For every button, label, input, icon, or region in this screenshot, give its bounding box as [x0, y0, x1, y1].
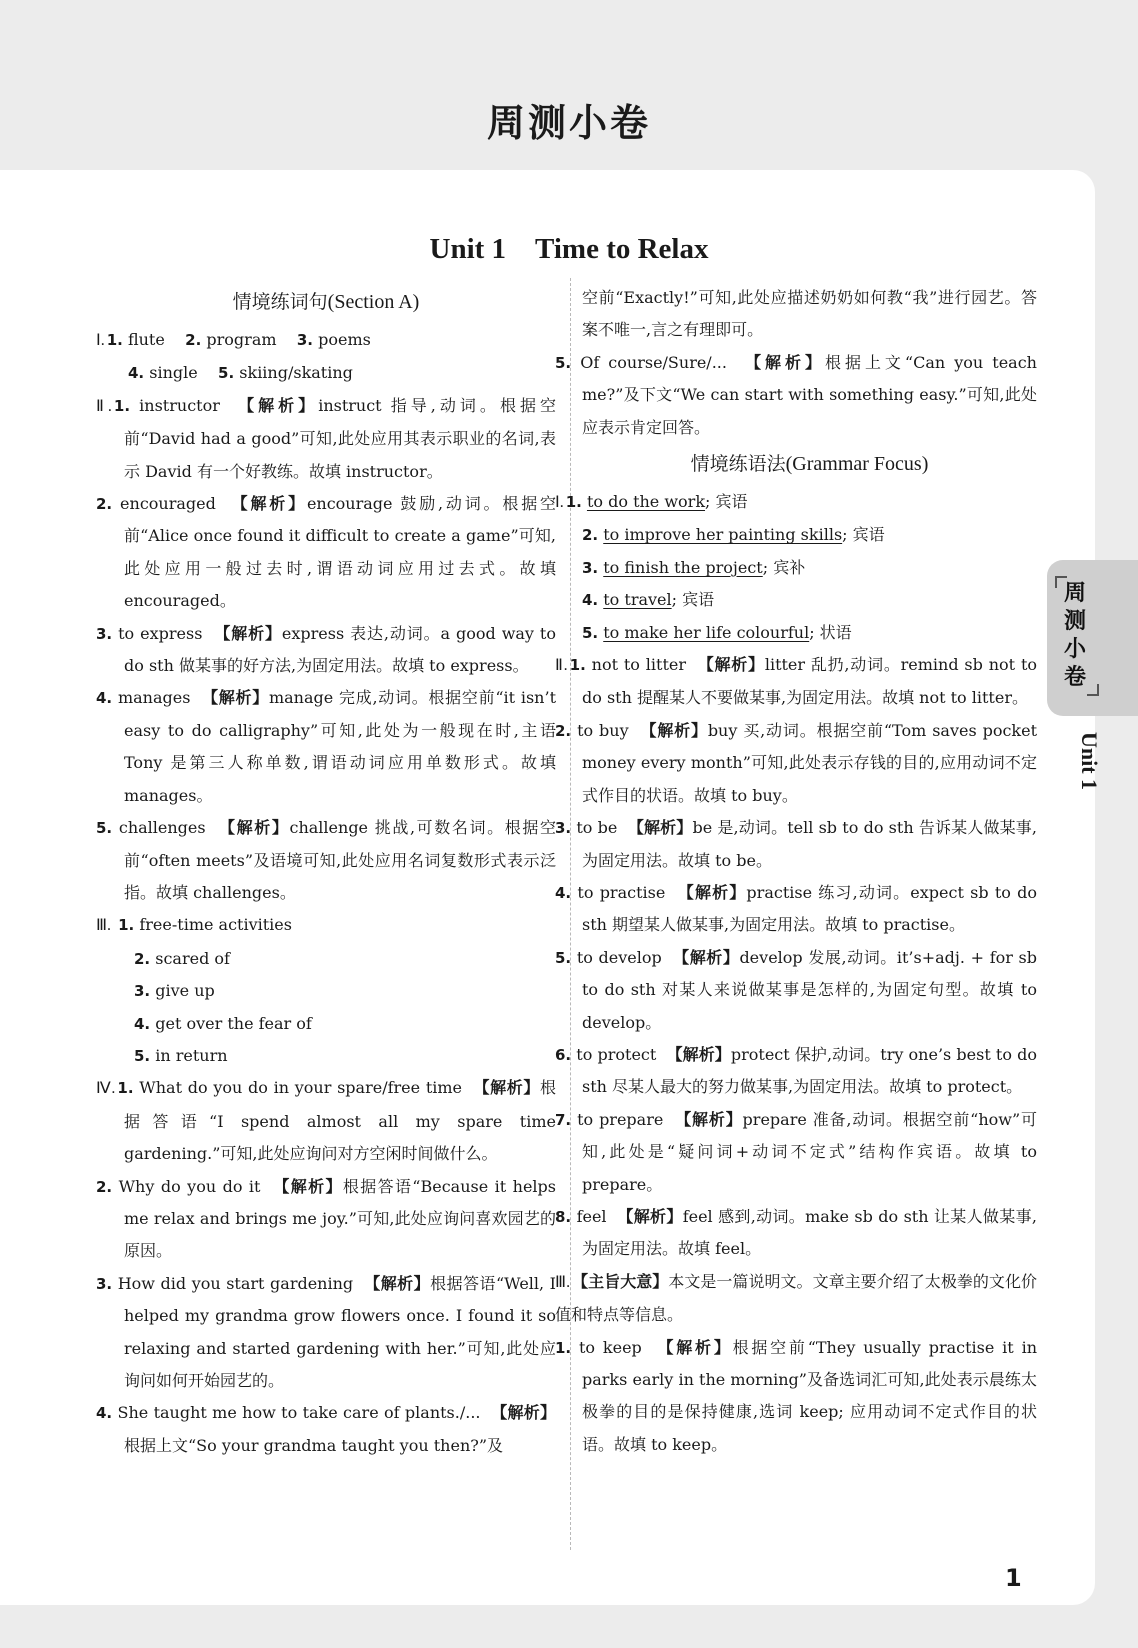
part-iv-item-5: 5. Of course/Sure/... 【解析】根据上文“Can you teach me?”及下文“We can start with something easy.”可知,此处应表示肯定回答。 [555, 352, 1037, 437]
side-unit-label: Unit 1 [1077, 731, 1102, 791]
section-heading-vocab: 情境练词句(Section A) [232, 291, 420, 313]
part-iv-item-4-continued: 空前“Exactly!”可知,此处应描述奶奶如何教“我”进行园艺。答案不唯一,言之有理即可。 [582, 288, 1037, 340]
side-unit-label-wrap [1072, 730, 1102, 790]
grammar-ii-item-4: 4. to practise 【解析】practise 练习,动词。expect sb to do sth 期望某人做某事,为固定用法。故填 to practise。 [555, 882, 1037, 935]
part-ii-item-4: 4. manages 【解析】manage 完成,动词。根据空前“it isn’t easy to do calligraphy”可知,此处为一般现在时,主语 Tony 是第三人称单数,谓语动词应用单数形式。故填 manages。 [96, 688, 556, 805]
grammar-ii-item-7: 7. to prepare 【解析】prepare 准备,动词。根据空前“how”可知,此处是“疑问词+动词不定式”结构作宾语。故填 to prepare。 [555, 1109, 1038, 1194]
part-ii-item-2: 2. encouraged 【解析】encourage 鼓励,动词。根据空前“Alice once found it difficult to create a game”可知,此处应用一般过去时,谓语动词应用过去式。故填 encouraged。 [96, 494, 557, 611]
grammar-i-item-1: Ⅰ. 1. to do the work; 宾语 [555, 492, 748, 512]
part-iv-item-3: 3. How did you start gardening 【解析】根据答语“Well, I helped my grandma grow flowers once. I found it so relaxing and started gardening with her.”可知,此处应询问如何开始园艺的。 [96, 1273, 556, 1390]
left-column [96, 282, 556, 1462]
grammar-ii-item-1: Ⅱ. 1. not to litter 【解析】litter 乱扔,动词。remind sb not to do sth 提醒某人不要做某事,为固定用法。故填 not to litter。 [555, 655, 1038, 708]
page-number: 1 [1005, 1564, 1022, 1592]
grammar-i-item-2: 2. to improve her painting skills; 宾语 [582, 525, 885, 545]
side-tab-label: 周测小卷 [1063, 581, 1086, 690]
grammar-ii-item-6: 6. to protect 【解析】protect 保护,动词。try one’s best to do sth 尽某人最大的努力做某事,为固定用法。故填 to protect。 [555, 1044, 1037, 1097]
page-header-title: 周测小卷 [486, 101, 651, 145]
right-column [555, 282, 1038, 1461]
grammar-iii-summary: Ⅲ. 【主旨大意】本文是一篇说明文。文章主要介绍了太极拳的文化价值和特点等信息。 [555, 1271, 1037, 1325]
grammar-ii-item-3: 3. to be 【解析】be 是,动词。tell sb to do sth 告诉某人做某事,为固定用法。故填 to be。 [555, 818, 1037, 870]
part-i-row-2: 4. single 5. skiing/skating [128, 363, 353, 383]
grammar-ii-item-2: 2. to buy 【解析】buy 买,动词。根据空前“Tom saves pocket money every month”可知,此处表示存钱的目的,应用动词不定式作目的状语。故填 to buy。 [555, 720, 1038, 805]
unit-title: Unit 1 Time to Relax [429, 233, 709, 265]
grammar-ii-item-5: 5. to develop 【解析】develop 发展,动词。it’s+adj. + for sb to do sth 对某人来说做某事是怎样的,为固定句型。故填 to develop。 [555, 947, 1038, 1032]
part-ii-item-3: 3. to express 【解析】express 表达,动词。a good way to do sth 做某事的好方法,为固定用法。故填 to express。 [96, 623, 556, 676]
grammar-i-item-3: 3. to finish the project; 宾补 [582, 557, 806, 577]
part-iii-item-4: 4. get over the fear of [134, 1013, 312, 1033]
part-iii-item-5: 5. in return [134, 1045, 228, 1065]
part-iii-item-2: 2. scared of [134, 948, 230, 968]
grammar-i-item-4: 4. to travel; 宾语 [582, 590, 715, 610]
part-iii-item-3: 3. give up [134, 981, 215, 1001]
part-ii-item-5: 5. challenges 【解析】challenge 挑战,可数名词。根据空前“often meets”及语境可知,此处应用名词复数形式表示泛指。故填 challenges。 [96, 818, 557, 902]
grammar-i-item-5: 5. to make her life colourful; 状语 [582, 622, 852, 642]
part-iv-item-4: 4. She taught me how to take care of plants./... 【解析】根据上文“So your grandma taught you then?”及 [96, 1403, 556, 1455]
grammar-ii-item-8: 8. feel 【解析】feel 感到,动词。make sb do sth 让某人做某事,为固定用法。故填 feel。 [555, 1206, 1037, 1259]
part-ii-item-1: Ⅱ. 1. instructor 【解析】instruct 指导,动词。根据空前“David had a good”可知,此处应用其表示职业的名词,表示 David 有一个好教练。故填 instructor。 [96, 395, 557, 481]
part-i-row-1: Ⅰ. 1. flute 2. program 3. poems [96, 330, 371, 349]
part-iv-item-2: 2. Why do you do it 【解析】根据答语“Because it helps me relax and brings me joy.”可知,此处应询问喜欢园艺的原因。 [96, 1176, 556, 1261]
part-iv-item-1: Ⅳ. 1. What do you do in your spare/free time 【解析】根据答语“I spend almost all my spare time gardening.”可知,此处应询问对方空闲时间做什么。 [96, 1078, 557, 1164]
section-heading-grammar: 情境练语法(Grammar Focus) [690, 453, 929, 476]
grammar-iii-item-1: 1. to keep 【解析】根据空前“They usually practise it in parks early in the morning”及备选词汇可知,此处表示晨练太极拳的目的是保持健康,选词 keep; 应用动词不定式作目的状语。故填 to keep。 [555, 1337, 1037, 1454]
part-iii-item-1: Ⅲ. 1. free-time activities [96, 915, 292, 935]
